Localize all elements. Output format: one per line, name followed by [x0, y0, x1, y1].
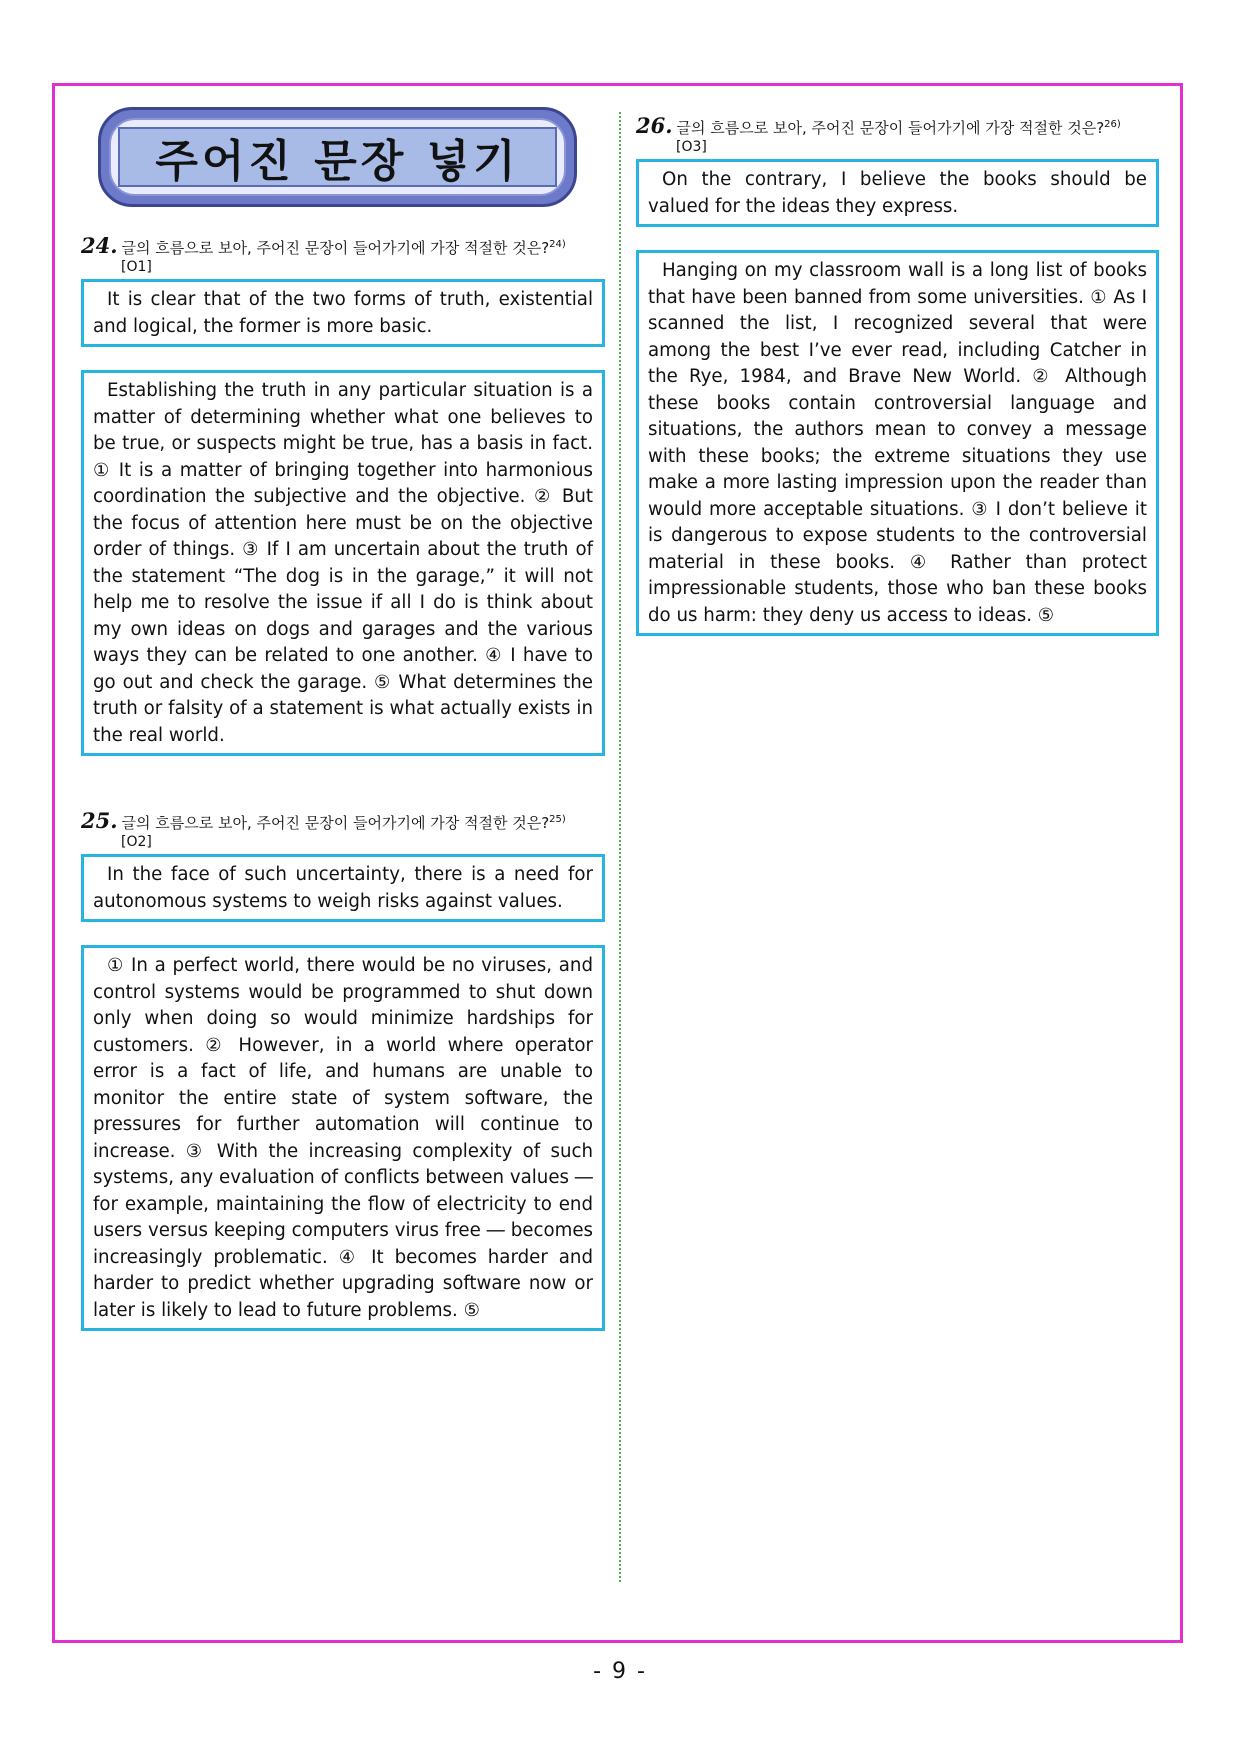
- question-prompt: 글의 흐름으로 보아, 주어진 문장이 들어가기에 가장 적절한 것은?: [121, 814, 550, 832]
- passage-box: [81, 370, 605, 756]
- footnote-ref: 24): [549, 239, 566, 250]
- question-number: 26.: [636, 113, 673, 138]
- passage-text: Establishing the truth in any particular situation is a matter of determining whether what one believes to be true, or suspects might be true, has a basis in fact. ① It is a matter of bringing together into harmonious coordination the subjective and the objective. ② But the focus of attention here must be on the objective order of things. ③ If I am uncertain about the truth of the statement “The dog is in the garage,” it will not help me to resolve the issue if all I do is think about my own ideas on dogs and garages and the various ways they can be related to one another. ④ I have to go out and check the garage. ⑤ What determines the truth or falsity of a statement is what actually exists in the real world.: [93, 380, 593, 746]
- right-column: [636, 115, 1159, 636]
- question-prompt: 글의 흐름으로 보아, 주어진 문장이 들어가기에 가장 적절한 것은?: [121, 239, 550, 257]
- question-code: [O3]: [676, 139, 707, 155]
- question-code: [O1]: [121, 259, 152, 275]
- question-code: [O2]: [121, 834, 152, 850]
- question-header: [81, 810, 605, 833]
- question-number: 25.: [81, 808, 118, 833]
- passage-text: Hanging on my classroom wall is a long list of books that have been banned from some universities. ① As I scanned the list, I recognized several that were among the best I’ve ever read, including Catcher in the Rye, 1984, and Brave New World. ② Although these books contain controversial language and situations, the authors mean to convey a message with these books; the extreme situations they use make a more lasting impression upon the reader than would more acceptable situations. ③ I don’t believe it is dangerous to expose students to the controversial material in these books. ④ Rather than protect impressionable students, those who ban these books do us harm: they deny us access to ideas. ⑤: [648, 260, 1147, 626]
- given-sentence: It is clear that of the two forms of truth, existential and logical, the former is more basic.: [93, 289, 593, 337]
- question-number: 24.: [81, 233, 118, 258]
- title-banner: [98, 107, 577, 207]
- question-24: [81, 235, 605, 756]
- given-sentence: In the face of such uncertainty, there is a need for autonomous systems to weigh risks against values.: [93, 864, 593, 912]
- footnote-ref: 26): [1104, 119, 1121, 130]
- passage-box: [81, 945, 605, 1331]
- given-sentence: On the contrary, I believe the books should be valued for the ideas they express.: [648, 169, 1147, 217]
- given-sentence-box: [636, 159, 1159, 227]
- column-divider: [619, 112, 621, 1582]
- passage-box: [636, 250, 1159, 636]
- page-number: - 9 -: [593, 1659, 647, 1684]
- question-header: [81, 235, 605, 258]
- given-sentence-box: [81, 279, 605, 347]
- question-prompt: 글의 흐름으로 보아, 주어진 문장이 들어가기에 가장 적절한 것은?: [676, 119, 1105, 137]
- left-column: [81, 107, 605, 1331]
- footnote-ref: 25): [549, 814, 566, 825]
- question-26: [636, 115, 1159, 636]
- question-25: [81, 810, 605, 1331]
- given-sentence-box: [81, 854, 605, 922]
- page-title: 주어진 문장 넣기: [155, 136, 520, 187]
- passage-text: ① In a perfect world, there would be no viruses, and control systems would be programmed to shut down only when doing so would minimize hardships for customers. ② However, in a world where operator error is a fact of life, and humans are unable to monitor the entire state of system software, the pressures for further automation will continue to increase. ③ With the increasing complexity of such systems, any evaluation of conflicts between values ― for example, maintaining the flow of electricity to end users versus keeping computers virus free ― becomes increasingly problematic. ④ It becomes harder and harder to predict whether upgrading software now or later is likely to lead to future problems. ⑤: [93, 955, 593, 1321]
- question-header: [636, 115, 1159, 138]
